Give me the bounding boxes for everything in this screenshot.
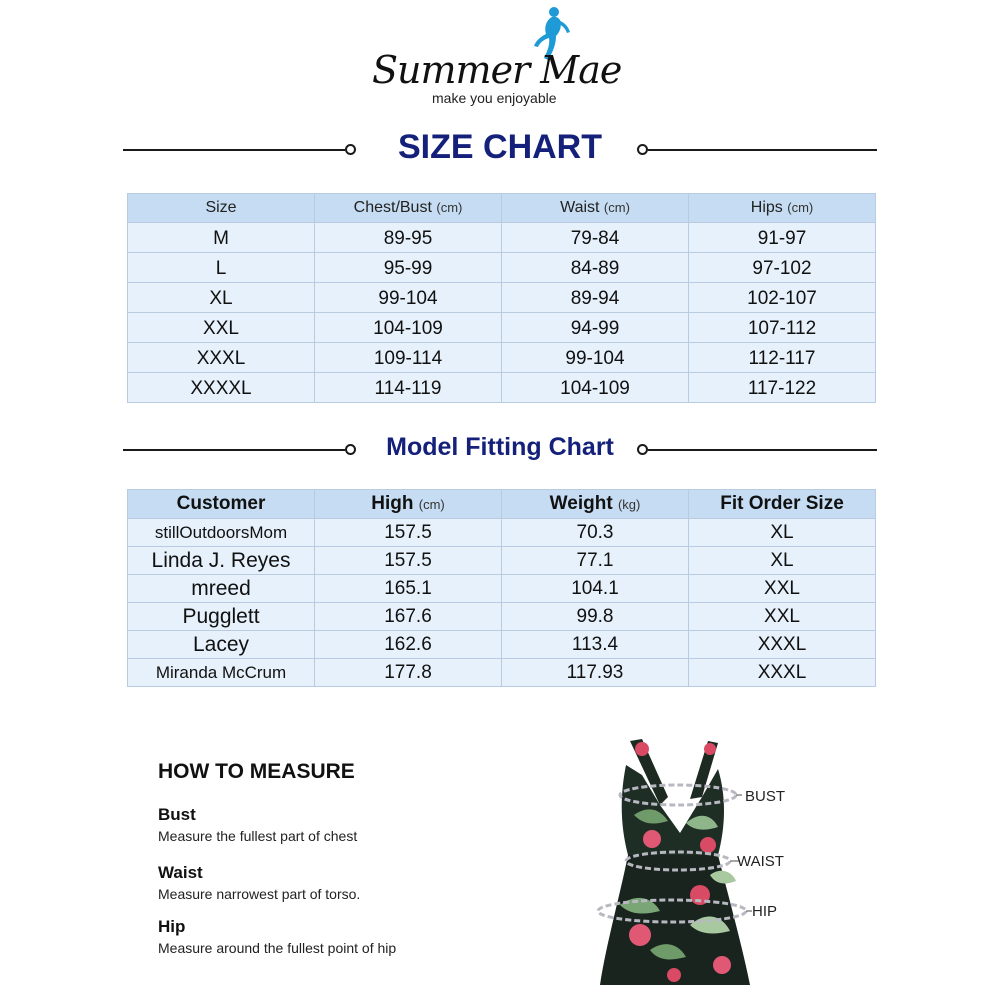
bust-cell: 89-95 <box>315 223 502 253</box>
fit-size-cell: XL <box>689 519 876 547</box>
size-cell: L <box>128 253 315 283</box>
waist-cell: 94-99 <box>502 313 689 343</box>
hips-cell: 91-97 <box>689 223 876 253</box>
weight-cell: 99.8 <box>502 603 689 631</box>
waist-cell: 79-84 <box>502 223 689 253</box>
column-header: Size <box>128 194 315 223</box>
table-row <box>128 659 876 687</box>
brand-tagline: make you enjoyable <box>432 90 557 106</box>
table-row <box>128 631 876 659</box>
height-cell: 167.6 <box>315 603 502 631</box>
diagram-label-bust: BUST <box>745 788 786 805</box>
height-cell: 165.1 <box>315 575 502 603</box>
table-row <box>128 575 876 603</box>
measure-desc-hip: Measure around the fullest point of hip <box>158 940 397 956</box>
measure-desc-waist: Measure narrowest part of torso. <box>158 886 361 902</box>
hips-cell: 97-102 <box>689 253 876 283</box>
divider-line <box>123 149 345 151</box>
column-header: Chest/Bust (cm) <box>315 194 502 223</box>
table-row <box>128 253 876 283</box>
size-chart-table <box>127 193 876 403</box>
weight-cell: 113.4 <box>502 631 689 659</box>
fit-size-cell: XXXL <box>689 631 876 659</box>
measure-heading-hip: Hip <box>158 917 186 936</box>
column-header: Customer <box>128 490 315 519</box>
fit-size-cell: XL <box>689 547 876 575</box>
fit-chart-title: Model Fitting Chart <box>386 433 614 461</box>
column-header: High (cm) <box>315 490 502 519</box>
size-cell: XL <box>128 283 315 313</box>
divider-dot <box>637 444 648 455</box>
bust-cell: 99-104 <box>315 283 502 313</box>
size-cell: M <box>128 223 315 253</box>
weight-cell: 117.93 <box>502 659 689 687</box>
diagram-label-waist: WAIST <box>737 853 784 870</box>
table-header-row <box>128 194 876 223</box>
size-cell: XXXL <box>128 343 315 373</box>
table-row <box>128 283 876 313</box>
height-cell: 177.8 <box>315 659 502 687</box>
weight-cell: 104.1 <box>502 575 689 603</box>
hips-cell: 112-117 <box>689 343 876 373</box>
measure-heading-bust: Bust <box>158 805 196 824</box>
divider-line <box>123 449 345 451</box>
customer-cell: Pugglett <box>128 603 315 631</box>
table-row <box>128 223 876 253</box>
table-row <box>128 343 876 373</box>
brand-logo <box>360 6 640 106</box>
size-chart-title: SIZE CHART <box>398 128 602 166</box>
height-cell: 157.5 <box>315 547 502 575</box>
fit-size-cell: XXXL <box>689 659 876 687</box>
bust-cell: 95-99 <box>315 253 502 283</box>
weight-cell: 70.3 <box>502 519 689 547</box>
swim-dress-illustration <box>590 735 760 995</box>
column-header: Fit Order Size <box>689 490 876 519</box>
column-header: Weight (kg) <box>502 490 689 519</box>
diagram-label-hip: HIP <box>752 903 778 920</box>
hips-cell: 117-122 <box>689 373 876 403</box>
bust-cell: 109-114 <box>315 343 502 373</box>
customer-cell: Miranda McCrum <box>128 659 315 687</box>
table-header-row <box>128 490 876 519</box>
fit-chart-table <box>127 489 876 687</box>
table-row <box>128 603 876 631</box>
waist-cell: 84-89 <box>502 253 689 283</box>
brand-name: Summer Mae <box>372 48 622 92</box>
height-cell: 162.6 <box>315 631 502 659</box>
customer-cell: mreed <box>128 575 315 603</box>
customer-cell: stillOutdoorsMom <box>128 519 315 547</box>
hips-cell: 107-112 <box>689 313 876 343</box>
divider-line <box>648 149 877 151</box>
size-cell: XXL <box>128 313 315 343</box>
waist-cell: 104-109 <box>502 373 689 403</box>
measure-heading-waist: Waist <box>158 863 203 882</box>
table-row <box>128 373 876 403</box>
bust-cell: 104-109 <box>315 313 502 343</box>
waist-cell: 99-104 <box>502 343 689 373</box>
table-row <box>128 547 876 575</box>
fit-size-cell: XXL <box>689 603 876 631</box>
customer-cell: Lacey <box>128 631 315 659</box>
bust-cell: 114-119 <box>315 373 502 403</box>
table-row <box>128 519 876 547</box>
column-header: Hips (cm) <box>689 194 876 223</box>
table-row <box>128 313 876 343</box>
height-cell: 157.5 <box>315 519 502 547</box>
size-cell: XXXXL <box>128 373 315 403</box>
measure-desc-bust: Measure the fullest part of chest <box>158 828 358 844</box>
hips-cell: 102-107 <box>689 283 876 313</box>
divider-dot <box>345 144 356 155</box>
fit-size-cell: XXL <box>689 575 876 603</box>
column-header: Waist (cm) <box>502 194 689 223</box>
divider-dot <box>345 444 356 455</box>
customer-cell: Linda J. Reyes <box>128 547 315 575</box>
weight-cell: 77.1 <box>502 547 689 575</box>
how-to-measure-title: HOW TO MEASURE <box>158 760 355 783</box>
divider-line <box>648 449 877 451</box>
divider-dot <box>637 144 648 155</box>
waist-cell: 89-94 <box>502 283 689 313</box>
